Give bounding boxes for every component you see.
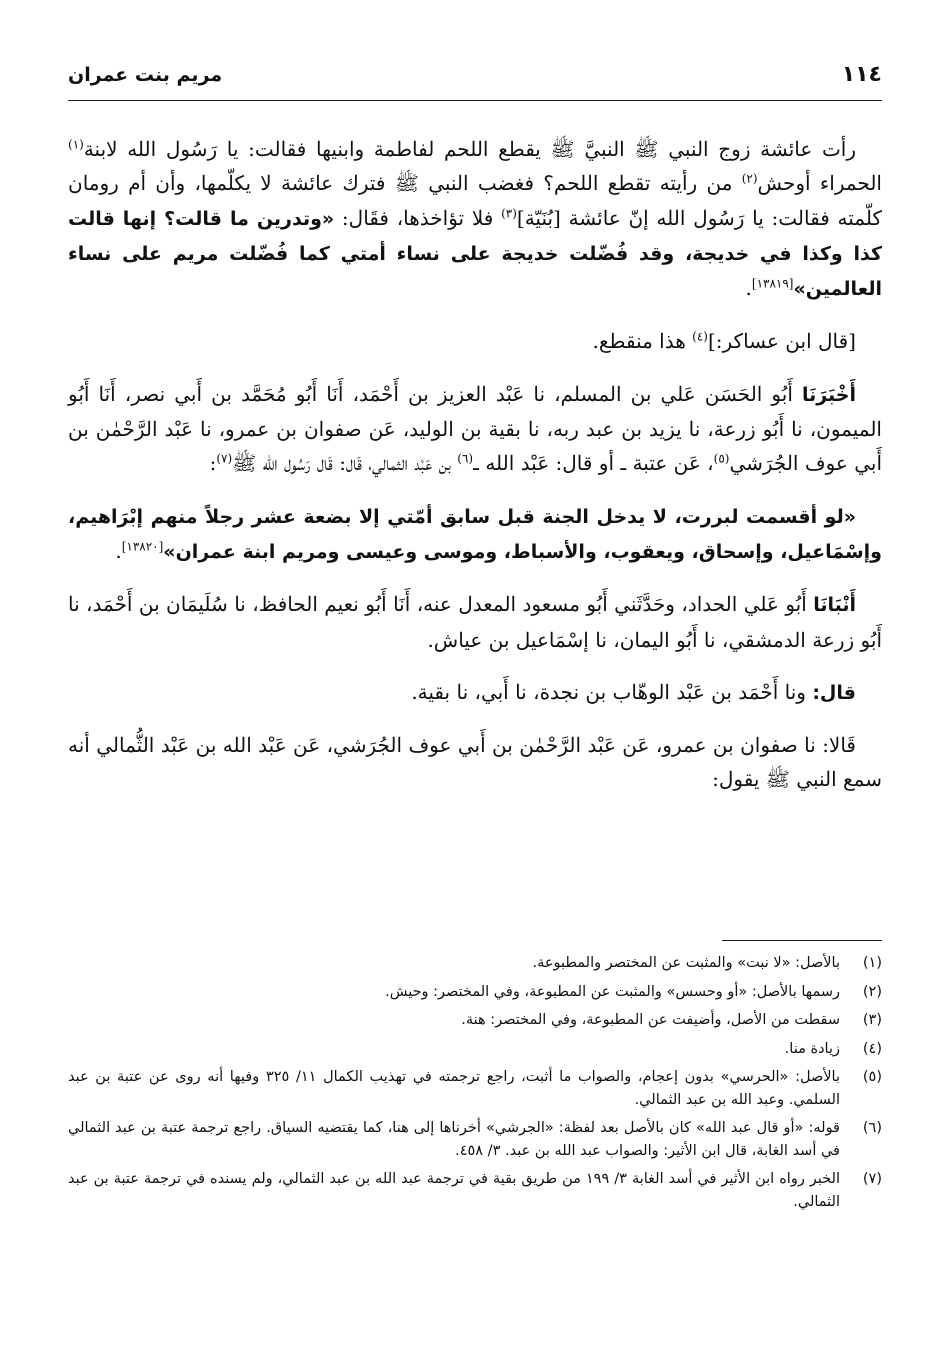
footnote-text: الخبر رواه ابن الأثير في أسد الغابة ٣/ ١٩٩ من طريق بقية في ترجمة عبد الله بن عبد الثمالي، ولم يسنده في ترجمة عتبة بن عبد الثمالي.: [68, 1171, 840, 1210]
footnote-separator: [722, 940, 882, 941]
footnotes: [68, 952, 882, 1219]
paragraph-p1: رأت عائشة زوج النبي ﷺ النبيَّ ﷺ يقطع اللحم لفاطمة وابنيها فقالت: يا رَسُول الله لابنة$^{(١)}$ الحمراء أوحش$^{(٢)}$ من رأيته تقطع اللحم؟ فغضب النبي ﷺ فترك عائشة لا يكلّمها، وأن أم رومان كلّمته فقالت: يا رَسُول الله إنّ عائشة [بُنَيّة]$^{(٣)}$ فلا تؤاخذها، فقَال: «وتدرين ما قالت؟ إنها قالت كذا وكذا في خديجة، وقد فُضّلت خديجة على نساء أمتي كما فُضّلت مريم على نساء العالمين»[١٣٨١٩].: [68, 137, 882, 301]
footnote-text: بالأصل: «الحرسي» بدون إعجام، والصواب ما أثبت، راجع ترجمته في تهذيب الكمال ١١/ ٣٢٥ وفيها أنه روى عن عتبة بن عبد السلمي. وعبد الله بن عبد الثمالي.: [68, 1069, 840, 1108]
footnote-text: بالأصل: «لا نبت» والمثبت عن المختصر والمطبوعة.: [532, 955, 840, 971]
running-title: مريم بنت عمران: [68, 64, 223, 86]
footnote-item: [68, 1168, 882, 1213]
paragraph-p2: [قال ابن عساكر:]$^{(٤)}$ هذا منقطع.: [592, 329, 856, 354]
paragraph-p6: قال: ونا أَحْمَد بن عَبْد الوهّاب بن نجدة، نا أَبي، نا بقية.: [411, 679, 856, 704]
main-text: [68, 132, 882, 815]
footnote-item: [68, 952, 882, 975]
paragraph-p5: أَنْبَانَا أَبُو عَلي الحداد، وحَدَّثَني أَبُو مسعود المعدل عنه، أَنَا أَبُو نعيم الحافظ، نا سُلَيمَان بن أَحْمَد، نا أَبُو زرعة الدمشقي، نا أَبُو اليمان، نا إسْمَاعيل بن عياش.: [68, 592, 882, 652]
footnote-text: قوله: «أو قال عبد الله» كان بالأصل بعد لفظة: «الجرشي» أخرناها إلى هنا، كما يقتضيه السياق. راجع ترجمة عتبة بن عبد الثمالي في أسد الغابة، قال ابن الأثير: والصواب عبد الله بن عبد. ٣/ ٤٥٨.: [68, 1120, 840, 1159]
footnote-item: [68, 981, 882, 1004]
footnote-number: (٦): [862, 1120, 882, 1136]
footnote-number: (٥): [862, 1069, 882, 1085]
footnote-number: (٢): [862, 983, 882, 1000]
footnote-text: رسمها بالأصل: «أو وحسس» والمثبت عن المطبوعة، وفي المختصر: وحيش.: [385, 983, 840, 1000]
paragraph-p7: قَالا: نا صفوان بن عمرو، عَن عَبْد الرَّحْمٰن بن أَبي عوف الجُرَشي، عَن عَبْد الله بن عَبْد الثُّمالي أنه سمع النبي ﷺ يقول:: [68, 733, 882, 792]
footnote-item: [68, 1009, 882, 1032]
page-header: [68, 62, 882, 101]
footnote-item: [68, 1066, 882, 1111]
paragraph-p4: «لو أقسمت لبررت، لا يدخل الجنة قبل سابق أمّتي إلا بضعة عشر رجلاً منهم إبْرَاهيم، وإسْمَاعيل، وإسحاق، ويعقوب، والأسباط، وموسى وعيسى ومريم ابنة عمران»[١٣٨٢٠].: [68, 505, 882, 563]
paragraph-p3: أَخْبَرَنَا أَبُو الحَسَن عَلي بن المسلم، نا عَبْد العزيز بن أَحْمَد، أَنَا أَبُو مُحَمَّد بن أَبي نصر، أَنَا أَبُو الميمون، نا أَبُو زرعة، نا يزيد بن عبد ربه، نا بقية بن الوليد، عَن صفوان بن عمرو، نا عَبْد الرَّحْمٰن بن أَبي عوف الجُرَشي$^{(٥)}$، عَن عتبة ـ أو قال: عَبْد الله ـ$^{(٦)}$ بن عَبْد الثمالي، قَال: قَال رَسُول الله ﷺ$^{(٧)}$:: [68, 381, 882, 476]
footnote-number: (١): [862, 955, 882, 971]
footnote-text: سقطت من الأصل، وأضيفت عن المطبوعة، وفي المختصر: هنة.: [461, 1012, 840, 1028]
footnote-item: [68, 1038, 882, 1061]
footnote-number: (٧): [862, 1171, 882, 1187]
page-number: ١١٤: [841, 62, 882, 87]
footnote-number: (٤): [862, 1040, 882, 1057]
footnote-number: (٣): [862, 1012, 882, 1028]
footnote-item: [68, 1117, 882, 1162]
footnote-text: زيادة منا.: [784, 1040, 840, 1057]
